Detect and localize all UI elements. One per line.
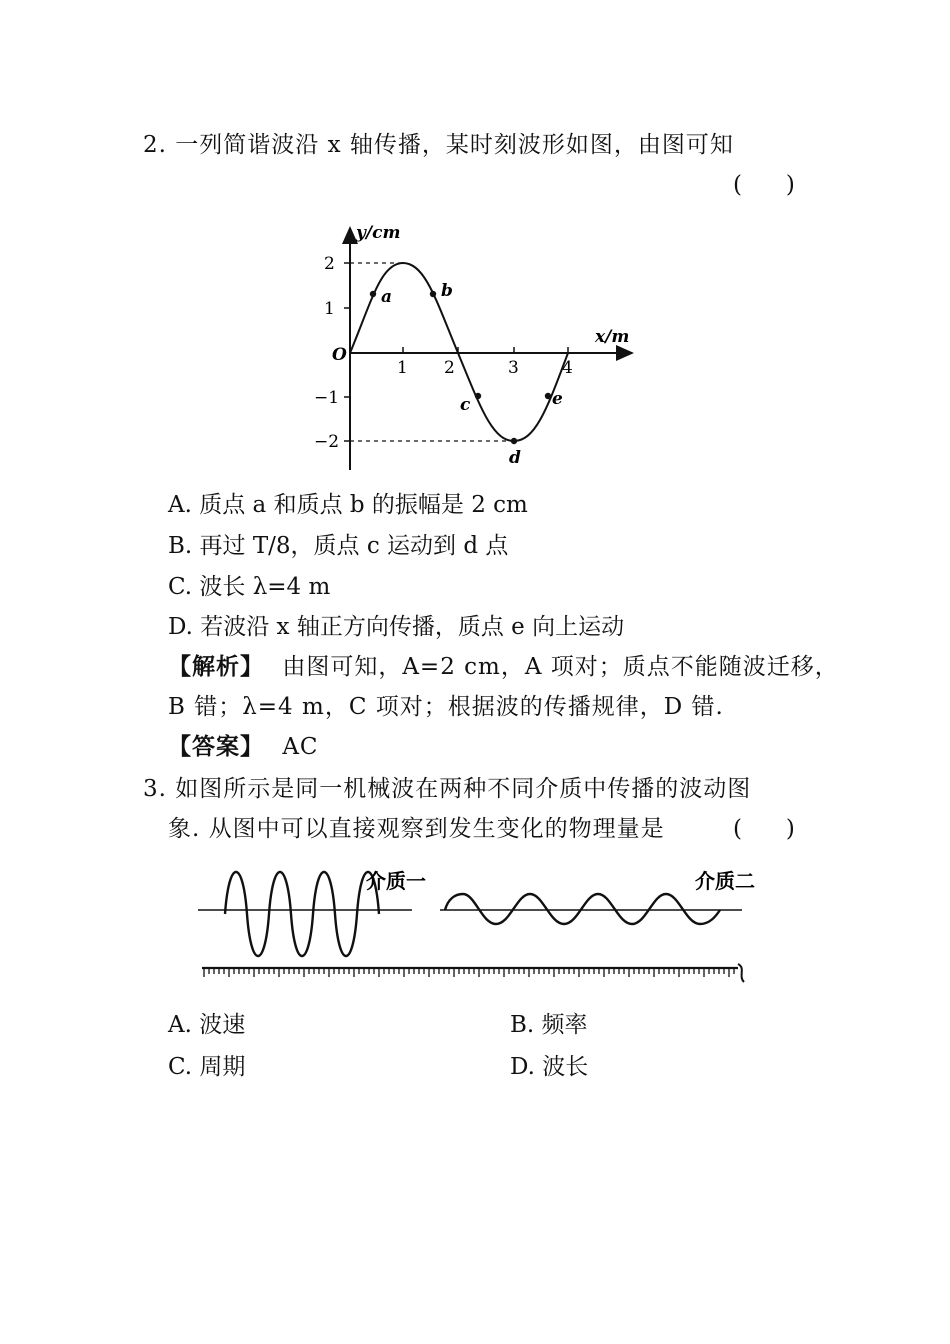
y-tick-1: 1 (324, 299, 335, 319)
y-tick-2: 2 (324, 254, 335, 274)
point-c-label: c (460, 395, 471, 415)
q3-stem-line1: 3. 如图所示是同一机械波在两种不同介质中传播的波动图 (143, 776, 752, 802)
answer-tag: 【答案】 (168, 734, 264, 760)
point-b-dot (430, 291, 436, 297)
x-axis-label: x/m (595, 327, 630, 347)
q3-stem-line2: 象. 从图中可以直接观察到发生变化的物理量是 (168, 816, 665, 842)
ruler (202, 964, 744, 982)
q2-wave-graph (310, 220, 650, 480)
q2-option-a: A. 质点 a 和质点 b 的振幅是 2 cm (168, 492, 528, 518)
q3-answer-blank: ( ) (733, 816, 795, 842)
medium1-label: 介质一 (366, 869, 426, 893)
q2-analysis-line1 (168, 652, 839, 682)
y-tick-neg1: −1 (314, 388, 340, 408)
point-e-label: e (552, 389, 563, 409)
answer-text: AC (282, 734, 319, 760)
medium2-wave (445, 894, 720, 924)
x-tick-1: 1 (397, 358, 408, 378)
q2-stem: 2. 一列简谐波沿 x 轴传播，某时刻波形如图，由图可知 (143, 132, 734, 158)
q3-option-d: D. 波长 (510, 1054, 589, 1080)
y-tick-neg2: −2 (314, 432, 340, 452)
x-tick-2: 2 (444, 358, 455, 378)
point-e-dot (545, 393, 551, 399)
origin-label: O (332, 345, 347, 365)
q3-option-b: B. 频率 (510, 1012, 588, 1038)
q3-two-media-figure (190, 858, 770, 998)
x-tick-4: 4 (562, 358, 573, 378)
q2-option-b: B. 再过 T/8，质点 c 运动到 d 点 (168, 533, 509, 559)
q2-option-d: D. 若波沿 x 轴正方向传播，质点 e 向上运动 (168, 614, 625, 640)
analysis-text-1: 由图可知，A=2 cm，A 项对；质点不能随波迁移， (282, 654, 839, 680)
point-a-label: a (381, 287, 393, 307)
point-d-dot (511, 438, 517, 444)
point-d-label: d (509, 448, 521, 468)
q3-option-c: C. 周期 (168, 1054, 246, 1080)
medium1-wave (225, 872, 379, 956)
medium2-label: 介质二 (695, 869, 755, 893)
point-b-label: b (441, 281, 453, 301)
q2-analysis-line2: B 错；λ=4 m，C 项对；根据波的传播规律，D 错. (168, 694, 724, 720)
q3-option-a: A. 波速 (168, 1012, 246, 1038)
x-tick-3: 3 (508, 358, 519, 378)
point-c-dot (475, 393, 481, 399)
analysis-tag: 【解析】 (168, 654, 264, 680)
q2-option-c: C. 波长 λ=4 m (168, 574, 331, 600)
q2-answer-blank: ( ) (733, 172, 795, 198)
q2-answer-line (168, 732, 319, 762)
point-a-dot (370, 291, 376, 297)
y-axis-label: y/cm (356, 223, 401, 243)
